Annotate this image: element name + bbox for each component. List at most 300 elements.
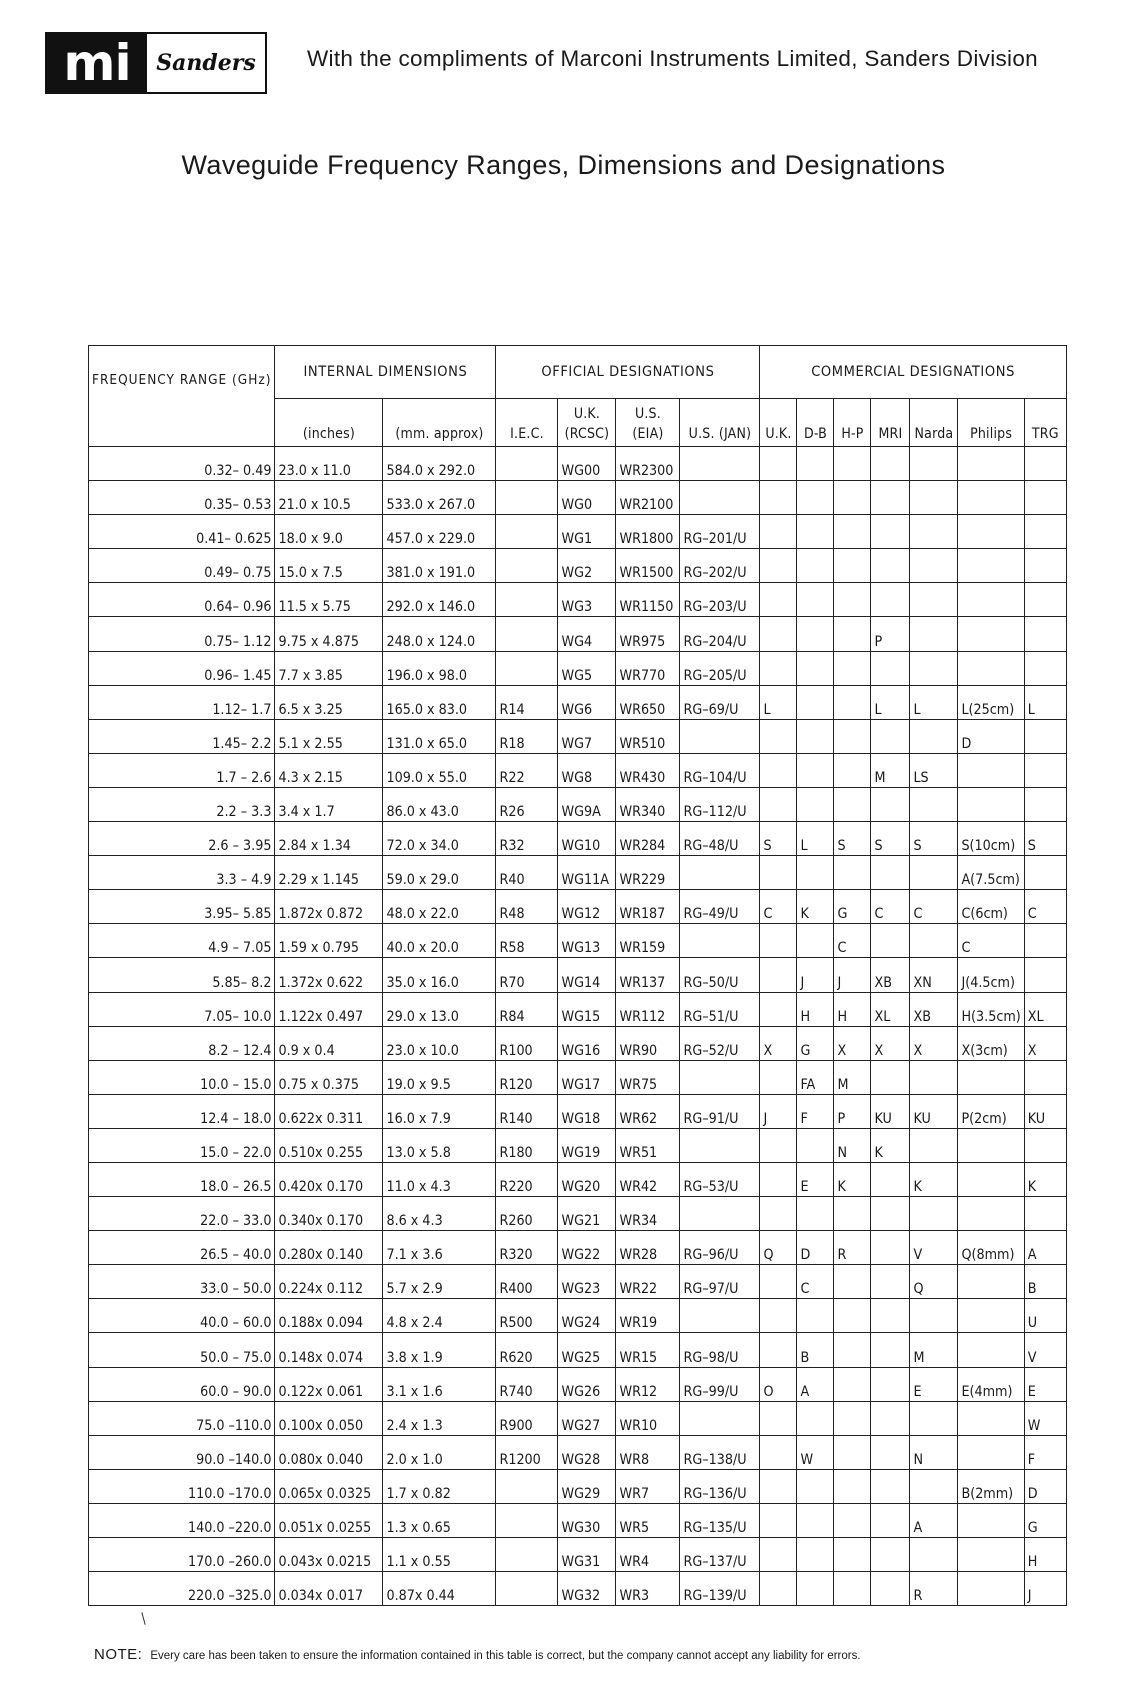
cell-trg bbox=[1024, 1197, 1066, 1231]
cell-mm: 4.8 x 2.4 bbox=[383, 1299, 496, 1333]
cell-uk bbox=[760, 651, 797, 685]
cell-us-jan: RG–201/U bbox=[680, 515, 760, 549]
cell-narda: XB bbox=[910, 992, 958, 1026]
cell-mm: 3.1 x 1.6 bbox=[383, 1367, 496, 1401]
cell-us-eia: WR90 bbox=[616, 1026, 680, 1060]
cell-hp: G bbox=[834, 890, 871, 924]
cell-uk: Q bbox=[760, 1231, 797, 1265]
note-label: NOTE: bbox=[94, 1646, 143, 1663]
cell-iec: R900 bbox=[496, 1401, 558, 1435]
table-row bbox=[89, 1435, 1067, 1469]
cell-freq-range: 40.0 – 60.0 bbox=[89, 1299, 275, 1333]
cell-freq-range: 26.5 – 40.0 bbox=[89, 1231, 275, 1265]
cell-mm: 23.0 x 10.0 bbox=[383, 1026, 496, 1060]
cell-inches: 2.84 x 1.34 bbox=[275, 822, 383, 856]
cell-us-eia: WR650 bbox=[616, 685, 680, 719]
cell-hp bbox=[834, 787, 871, 821]
cell-uk bbox=[760, 1197, 797, 1231]
table-row bbox=[89, 651, 1067, 685]
table-row bbox=[89, 1094, 1067, 1128]
cell-us-jan: RG–205/U bbox=[680, 651, 760, 685]
cell-uk bbox=[760, 719, 797, 753]
cell-narda bbox=[910, 515, 958, 549]
cell-us-eia: WR137 bbox=[616, 958, 680, 992]
cell-trg bbox=[1024, 753, 1066, 787]
cell-mri: K bbox=[871, 1128, 910, 1162]
mi-sanders-logo bbox=[45, 32, 267, 94]
cell-trg: KU bbox=[1024, 1094, 1066, 1128]
cell-uk bbox=[760, 992, 797, 1026]
cell-iec bbox=[496, 617, 558, 651]
cell-narda bbox=[910, 1128, 958, 1162]
cell-us-eia: WR22 bbox=[616, 1265, 680, 1299]
cell-mm: 86.0 x 43.0 bbox=[383, 787, 496, 821]
cell-uk bbox=[760, 924, 797, 958]
cell-uk-rcsc: WG2 bbox=[558, 549, 616, 583]
cell-mm: 48.0 x 22.0 bbox=[383, 890, 496, 924]
cell-us-jan: RG–96/U bbox=[680, 1231, 760, 1265]
cell-uk bbox=[760, 787, 797, 821]
cell-uk bbox=[760, 1469, 797, 1503]
cell-inches: 2.29 x 1.145 bbox=[275, 856, 383, 890]
cell-mm: 1.1 x 0.55 bbox=[383, 1538, 496, 1572]
cell-narda bbox=[910, 719, 958, 753]
cell-trg bbox=[1024, 515, 1066, 549]
cell-inches: 0.043x 0.0215 bbox=[275, 1538, 383, 1572]
cell-iec: R70 bbox=[496, 958, 558, 992]
cell-philips: C(6cm) bbox=[958, 890, 1024, 924]
cell-uk bbox=[760, 856, 797, 890]
cell-db bbox=[797, 787, 834, 821]
table-row bbox=[89, 1469, 1067, 1503]
cell-us-jan: RG–69/U bbox=[680, 685, 760, 719]
table-row bbox=[89, 583, 1067, 617]
cell-philips: D bbox=[958, 719, 1024, 753]
cell-uk bbox=[760, 1060, 797, 1094]
cell-us-jan: RG–135/U bbox=[680, 1503, 760, 1537]
cell-us-jan bbox=[680, 856, 760, 890]
cell-trg bbox=[1024, 1060, 1066, 1094]
cell-db: C bbox=[797, 1265, 834, 1299]
cell-uk-rcsc: WG13 bbox=[558, 924, 616, 958]
page-title: Waveguide Frequency Ranges, Dimensions and Designations bbox=[181, 150, 946, 180]
subheader-uk-rcsc: U.K. (RCSC) bbox=[558, 399, 616, 447]
cell-db bbox=[797, 719, 834, 753]
cell-db bbox=[797, 1538, 834, 1572]
cell-uk bbox=[760, 583, 797, 617]
cell-narda bbox=[910, 924, 958, 958]
cell-trg bbox=[1024, 719, 1066, 753]
cell-narda: V bbox=[910, 1231, 958, 1265]
cell-uk-rcsc: WG6 bbox=[558, 685, 616, 719]
cell-us-eia: WR8 bbox=[616, 1435, 680, 1469]
compliments-line: With the compliments of Marconi Instruments Limited, Sanders Division bbox=[307, 46, 1038, 71]
cell-uk-rcsc: WG0 bbox=[558, 481, 616, 515]
subheader-mri: MRI bbox=[871, 399, 910, 447]
cell-philips: L(25cm) bbox=[958, 685, 1024, 719]
cell-freq-range: 15.0 – 22.0 bbox=[89, 1128, 275, 1162]
subheader-mm: (mm. approx) bbox=[383, 399, 496, 447]
cell-db bbox=[797, 651, 834, 685]
logo-sanders-script: Sanders bbox=[156, 50, 256, 76]
cell-uk-rcsc: WG11A bbox=[558, 856, 616, 890]
cell-mri bbox=[871, 1265, 910, 1299]
table-row bbox=[89, 1538, 1067, 1572]
cell-mri bbox=[871, 583, 910, 617]
cell-db: B bbox=[797, 1333, 834, 1367]
cell-trg: W bbox=[1024, 1401, 1066, 1435]
cell-trg: X bbox=[1024, 1026, 1066, 1060]
cell-mm: 59.0 x 29.0 bbox=[383, 856, 496, 890]
cell-freq-range: 1.12– 1.7 bbox=[89, 685, 275, 719]
cell-us-eia: WR2300 bbox=[616, 447, 680, 481]
cell-inches: 1.59 x 0.795 bbox=[275, 924, 383, 958]
cell-freq-range: 1.45– 2.2 bbox=[89, 719, 275, 753]
cell-inches: 0.188x 0.094 bbox=[275, 1299, 383, 1333]
cell-narda bbox=[910, 1469, 958, 1503]
cell-us-eia: WR7 bbox=[616, 1469, 680, 1503]
cell-mm: 40.0 x 20.0 bbox=[383, 924, 496, 958]
cell-iec bbox=[496, 1538, 558, 1572]
cell-trg: S bbox=[1024, 822, 1066, 856]
cell-mri bbox=[871, 1231, 910, 1265]
cell-mri: XL bbox=[871, 992, 910, 1026]
cell-inches: 0.622x 0.311 bbox=[275, 1094, 383, 1128]
cell-uk bbox=[760, 1538, 797, 1572]
cell-narda bbox=[910, 1401, 958, 1435]
table-row bbox=[89, 1367, 1067, 1401]
cell-iec: R26 bbox=[496, 787, 558, 821]
header-official-designations: OFFICIAL DESIGNATIONS bbox=[496, 346, 760, 399]
cell-hp bbox=[834, 447, 871, 481]
cell-us-eia: WR229 bbox=[616, 856, 680, 890]
cell-mm: 381.0 x 191.0 bbox=[383, 549, 496, 583]
cell-iec: R260 bbox=[496, 1197, 558, 1231]
cell-mri bbox=[871, 856, 910, 890]
cell-narda: KU bbox=[910, 1094, 958, 1128]
cell-uk-rcsc: WG22 bbox=[558, 1231, 616, 1265]
cell-freq-range: 18.0 – 26.5 bbox=[89, 1162, 275, 1196]
cell-inches: 0.034x 0.017 bbox=[275, 1572, 383, 1606]
cell-freq-range: 220.0 –325.0 bbox=[89, 1572, 275, 1606]
cell-hp bbox=[834, 1435, 871, 1469]
cell-mm: 2.0 x 1.0 bbox=[383, 1435, 496, 1469]
cell-inches: 0.75 x 0.375 bbox=[275, 1060, 383, 1094]
table-row bbox=[89, 1572, 1067, 1606]
cell-uk bbox=[760, 1435, 797, 1469]
cell-db bbox=[797, 924, 834, 958]
cell-narda: Q bbox=[910, 1265, 958, 1299]
cell-us-jan: RG–91/U bbox=[680, 1094, 760, 1128]
table-row bbox=[89, 617, 1067, 651]
cell-db bbox=[797, 617, 834, 651]
cell-db bbox=[797, 1572, 834, 1606]
table-row bbox=[89, 447, 1067, 481]
cell-uk bbox=[760, 1401, 797, 1435]
cell-inches: 3.4 x 1.7 bbox=[275, 787, 383, 821]
cell-iec bbox=[496, 447, 558, 481]
cell-hp bbox=[834, 1299, 871, 1333]
cell-freq-range: 0.64– 0.96 bbox=[89, 583, 275, 617]
table-row bbox=[89, 515, 1067, 549]
cell-trg: J bbox=[1024, 1572, 1066, 1606]
table-row bbox=[89, 1231, 1067, 1265]
cell-inches: 0.340x 0.170 bbox=[275, 1197, 383, 1231]
cell-uk: O bbox=[760, 1367, 797, 1401]
cell-inches: 0.065x 0.0325 bbox=[275, 1469, 383, 1503]
cell-iec: R320 bbox=[496, 1231, 558, 1265]
cell-mm: 1.3 x 0.65 bbox=[383, 1503, 496, 1537]
cell-db bbox=[797, 583, 834, 617]
subheader-narda: Narda bbox=[910, 399, 958, 447]
cell-mri bbox=[871, 515, 910, 549]
table-row bbox=[89, 924, 1067, 958]
cell-mm: 35.0 x 16.0 bbox=[383, 958, 496, 992]
cell-narda bbox=[910, 1538, 958, 1572]
cell-uk-rcsc: WG16 bbox=[558, 1026, 616, 1060]
cell-db: L bbox=[797, 822, 834, 856]
cell-freq-range: 12.4 – 18.0 bbox=[89, 1094, 275, 1128]
cell-freq-range: 0.96– 1.45 bbox=[89, 651, 275, 685]
cell-iec: R400 bbox=[496, 1265, 558, 1299]
cell-us-jan: RG–204/U bbox=[680, 617, 760, 651]
cell-philips: B(2mm) bbox=[958, 1469, 1024, 1503]
cell-inches: 6.5 x 3.25 bbox=[275, 685, 383, 719]
cell-philips bbox=[958, 1128, 1024, 1162]
cell-freq-range: 3.3 – 4.9 bbox=[89, 856, 275, 890]
cell-uk-rcsc: WG29 bbox=[558, 1469, 616, 1503]
note-text: Every care has been taken to ensure the information contained in this table is correct, but the company cannot accept any liability for errors. bbox=[150, 1650, 861, 1662]
cell-iec bbox=[496, 549, 558, 583]
cell-uk bbox=[760, 1162, 797, 1196]
cell-uk bbox=[760, 617, 797, 651]
cell-uk bbox=[760, 549, 797, 583]
cell-iec bbox=[496, 651, 558, 685]
cell-mm: 457.0 x 229.0 bbox=[383, 515, 496, 549]
cell-iec: R500 bbox=[496, 1299, 558, 1333]
cell-hp bbox=[834, 1401, 871, 1435]
cell-mri bbox=[871, 787, 910, 821]
cell-freq-range: 5.85– 8.2 bbox=[89, 958, 275, 992]
cell-iec: R48 bbox=[496, 890, 558, 924]
table-row bbox=[89, 1333, 1067, 1367]
cell-philips bbox=[958, 1538, 1024, 1572]
cell-hp: S bbox=[834, 822, 871, 856]
cell-us-jan: RG–50/U bbox=[680, 958, 760, 992]
cell-mri bbox=[871, 481, 910, 515]
cell-trg: B bbox=[1024, 1265, 1066, 1299]
cell-db bbox=[797, 515, 834, 549]
cell-us-jan: RG–51/U bbox=[680, 992, 760, 1026]
cell-mm: 196.0 x 98.0 bbox=[383, 651, 496, 685]
cell-mri bbox=[871, 719, 910, 753]
cell-mm: 11.0 x 4.3 bbox=[383, 1162, 496, 1196]
cell-us-jan bbox=[680, 1060, 760, 1094]
cell-us-jan: RG–112/U bbox=[680, 787, 760, 821]
cell-freq-range: 22.0 – 33.0 bbox=[89, 1197, 275, 1231]
cell-philips bbox=[958, 753, 1024, 787]
cell-hp bbox=[834, 753, 871, 787]
cell-philips bbox=[958, 1060, 1024, 1094]
cell-trg bbox=[1024, 856, 1066, 890]
cell-philips: Q(8mm) bbox=[958, 1231, 1024, 1265]
cell-mri: L bbox=[871, 685, 910, 719]
cell-hp bbox=[834, 515, 871, 549]
table-row bbox=[89, 822, 1067, 856]
cell-mm: 19.0 x 9.5 bbox=[383, 1060, 496, 1094]
cell-uk-rcsc: WG24 bbox=[558, 1299, 616, 1333]
cell-db: H bbox=[797, 992, 834, 1026]
cell-inches: 1.372x 0.622 bbox=[275, 958, 383, 992]
cell-trg: D bbox=[1024, 1469, 1066, 1503]
cell-inches: 0.051x 0.0255 bbox=[275, 1503, 383, 1537]
cell-uk-rcsc: WG12 bbox=[558, 890, 616, 924]
cell-db bbox=[797, 1401, 834, 1435]
cell-uk-rcsc: WG15 bbox=[558, 992, 616, 1026]
cell-mri: P bbox=[871, 617, 910, 651]
cell-uk-rcsc: WG4 bbox=[558, 617, 616, 651]
table-row bbox=[89, 1299, 1067, 1333]
cell-us-eia: WR1800 bbox=[616, 515, 680, 549]
cell-trg: L bbox=[1024, 685, 1066, 719]
cell-us-eia: WR12 bbox=[616, 1367, 680, 1401]
cell-inches: 9.75 x 4.875 bbox=[275, 617, 383, 651]
cell-freq-range: 33.0 – 50.0 bbox=[89, 1265, 275, 1299]
cell-uk bbox=[760, 515, 797, 549]
cell-iec: R32 bbox=[496, 822, 558, 856]
cell-hp bbox=[834, 583, 871, 617]
cell-hp bbox=[834, 1538, 871, 1572]
cell-mri bbox=[871, 1401, 910, 1435]
cell-db: G bbox=[797, 1026, 834, 1060]
cell-freq-range: 2.2 – 3.3 bbox=[89, 787, 275, 821]
cell-hp bbox=[834, 685, 871, 719]
cell-trg bbox=[1024, 583, 1066, 617]
table-body bbox=[89, 447, 1067, 1606]
cell-uk bbox=[760, 1503, 797, 1537]
header-frequency-range: FREQUENCY RANGE (GHz) bbox=[89, 346, 275, 447]
cell-philips: J(4.5cm) bbox=[958, 958, 1024, 992]
cell-iec: R180 bbox=[496, 1128, 558, 1162]
cell-mm: 109.0 x 55.0 bbox=[383, 753, 496, 787]
cell-inches: 1.872x 0.872 bbox=[275, 890, 383, 924]
cell-db bbox=[797, 1469, 834, 1503]
cell-us-eia: WR51 bbox=[616, 1128, 680, 1162]
cell-mri bbox=[871, 924, 910, 958]
cell-db bbox=[797, 447, 834, 481]
cell-narda: K bbox=[910, 1162, 958, 1196]
cell-philips bbox=[958, 447, 1024, 481]
cell-freq-range: 4.9 – 7.05 bbox=[89, 924, 275, 958]
cell-us-eia: WR510 bbox=[616, 719, 680, 753]
cell-us-eia: WR28 bbox=[616, 1231, 680, 1265]
cell-iec bbox=[496, 481, 558, 515]
cell-mm: 0.87x 0.44 bbox=[383, 1572, 496, 1606]
cell-mm: 8.6 x 4.3 bbox=[383, 1197, 496, 1231]
cell-philips: E(4mm) bbox=[958, 1367, 1024, 1401]
cell-inches: 1.122x 0.497 bbox=[275, 992, 383, 1026]
cell-us-eia: WR62 bbox=[616, 1094, 680, 1128]
cell-trg bbox=[1024, 481, 1066, 515]
cell-mri bbox=[871, 1503, 910, 1537]
cell-philips bbox=[958, 1162, 1024, 1196]
cell-mri bbox=[871, 1162, 910, 1196]
cell-us-jan: RG–99/U bbox=[680, 1367, 760, 1401]
table-row bbox=[89, 1265, 1067, 1299]
cell-uk: C bbox=[760, 890, 797, 924]
cell-uk-rcsc: WG9A bbox=[558, 787, 616, 821]
cell-us-jan: RG–139/U bbox=[680, 1572, 760, 1606]
cell-hp bbox=[834, 617, 871, 651]
cell-us-eia: WR3 bbox=[616, 1572, 680, 1606]
cell-uk-rcsc: WG8 bbox=[558, 753, 616, 787]
cell-hp bbox=[834, 549, 871, 583]
cell-trg: U bbox=[1024, 1299, 1066, 1333]
cell-mri bbox=[871, 549, 910, 583]
cell-philips: X(3cm) bbox=[958, 1026, 1024, 1060]
cell-db: A bbox=[797, 1367, 834, 1401]
cell-inches: 18.0 x 9.0 bbox=[275, 515, 383, 549]
cell-mm: 533.0 x 267.0 bbox=[383, 481, 496, 515]
cell-trg: K bbox=[1024, 1162, 1066, 1196]
page-header bbox=[45, 32, 1095, 94]
cell-mm: 72.0 x 34.0 bbox=[383, 822, 496, 856]
cell-freq-range: 90.0 –140.0 bbox=[89, 1435, 275, 1469]
cell-narda bbox=[910, 549, 958, 583]
cell-uk bbox=[760, 1128, 797, 1162]
cell-philips bbox=[958, 1401, 1024, 1435]
cell-uk-rcsc: WG17 bbox=[558, 1060, 616, 1094]
cell-philips bbox=[958, 651, 1024, 685]
cell-narda: M bbox=[910, 1333, 958, 1367]
cell-us-jan: RG–203/U bbox=[680, 583, 760, 617]
cell-philips bbox=[958, 1572, 1024, 1606]
cell-narda bbox=[910, 617, 958, 651]
cell-narda: S bbox=[910, 822, 958, 856]
cell-trg: E bbox=[1024, 1367, 1066, 1401]
cell-db bbox=[797, 1299, 834, 1333]
cell-iec: R18 bbox=[496, 719, 558, 753]
cell-uk-rcsc: WG28 bbox=[558, 1435, 616, 1469]
cell-us-jan bbox=[680, 1197, 760, 1231]
logo-mi-mark: mi bbox=[47, 34, 147, 92]
cell-mri: XB bbox=[871, 958, 910, 992]
cell-us-eia: WR5 bbox=[616, 1503, 680, 1537]
cell-freq-range: 2.6 – 3.95 bbox=[89, 822, 275, 856]
cell-freq-range: 50.0 – 75.0 bbox=[89, 1333, 275, 1367]
cell-uk-rcsc: WG7 bbox=[558, 719, 616, 753]
cell-mri bbox=[871, 447, 910, 481]
cell-philips bbox=[958, 787, 1024, 821]
cell-hp bbox=[834, 1367, 871, 1401]
cell-hp: M bbox=[834, 1060, 871, 1094]
cell-freq-range: 8.2 – 12.4 bbox=[89, 1026, 275, 1060]
cell-db: D bbox=[797, 1231, 834, 1265]
cell-uk bbox=[760, 958, 797, 992]
cell-inches: 0.420x 0.170 bbox=[275, 1162, 383, 1196]
table-row bbox=[89, 1128, 1067, 1162]
cell-inches: 0.224x 0.112 bbox=[275, 1265, 383, 1299]
cell-hp bbox=[834, 1469, 871, 1503]
cell-uk-rcsc: WG18 bbox=[558, 1094, 616, 1128]
cell-mri bbox=[871, 1333, 910, 1367]
cell-mm: 2.4 x 1.3 bbox=[383, 1401, 496, 1435]
cell-us-jan: RG–202/U bbox=[680, 549, 760, 583]
subheader-us-jan: U.S. (JAN) bbox=[680, 399, 760, 447]
cell-db bbox=[797, 1128, 834, 1162]
cell-uk-rcsc: WG31 bbox=[558, 1538, 616, 1572]
cell-mri bbox=[871, 1060, 910, 1094]
